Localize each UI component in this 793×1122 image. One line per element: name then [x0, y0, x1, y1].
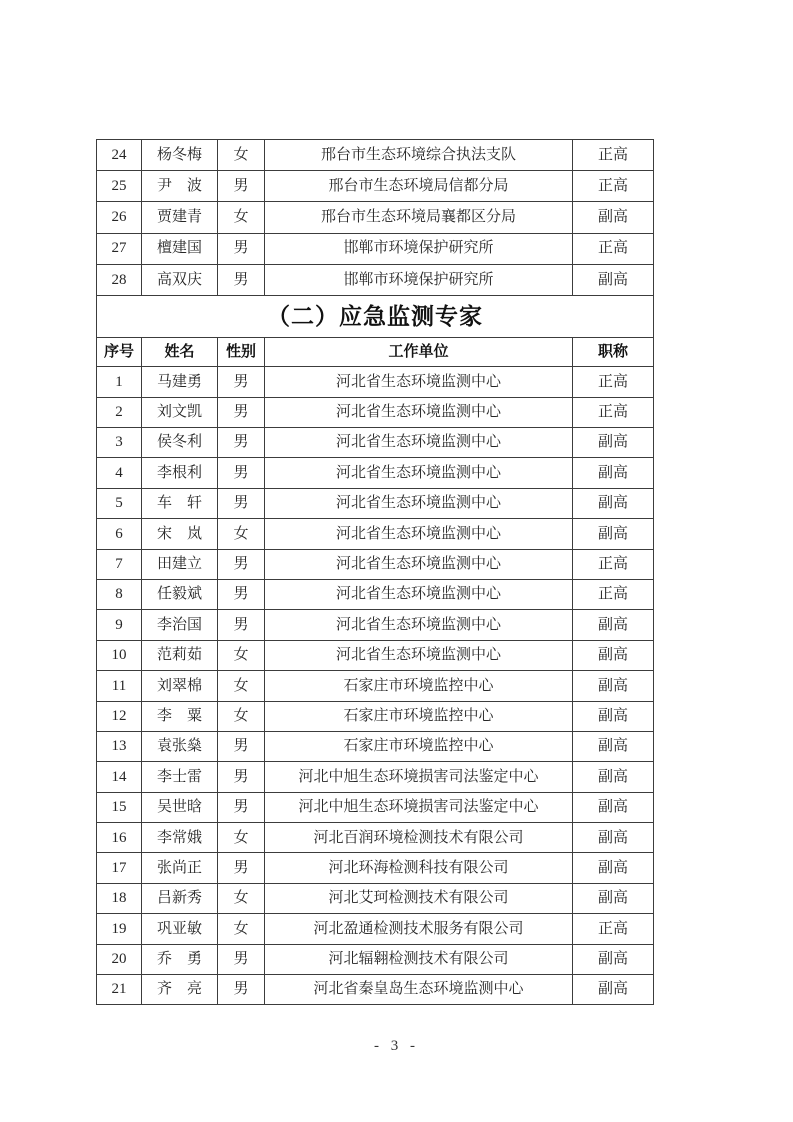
- cell-title: 副高: [573, 264, 654, 295]
- cell-no: 25: [97, 171, 142, 202]
- table-row: [97, 549, 654, 579]
- cell-name: 马建勇: [142, 367, 218, 397]
- cell-title: 正高: [573, 367, 654, 397]
- cell-name: 宋 岚: [142, 519, 218, 549]
- table-row: [97, 171, 654, 202]
- cell-no: 5: [97, 488, 142, 518]
- cell-gender: 男: [218, 458, 265, 488]
- cell-name: 张尚正: [142, 853, 218, 883]
- cell-gender: 男: [218, 853, 265, 883]
- cell-name: 田建立: [142, 549, 218, 579]
- cell-gender: 男: [218, 610, 265, 640]
- cell-no: 7: [97, 549, 142, 579]
- cell-title: 正高: [573, 579, 654, 609]
- cell-gender: 男: [218, 428, 265, 458]
- cell-title: 副高: [573, 640, 654, 670]
- cell-no: 12: [97, 701, 142, 731]
- cell-no: 10: [97, 640, 142, 670]
- cell-unit: 邢台市生态环境局信都分局: [265, 171, 573, 202]
- cell-unit: 河北省生态环境监测中心: [265, 579, 573, 609]
- cell-unit: 河北中旭生态环境损害司法鉴定中心: [265, 762, 573, 792]
- cell-unit: 河北百润环境检测技术有限公司: [265, 823, 573, 853]
- table-row: [97, 202, 654, 233]
- cell-no: 20: [97, 944, 142, 974]
- cell-gender: 男: [218, 579, 265, 609]
- cell-title: 副高: [573, 823, 654, 853]
- table-row: [97, 233, 654, 264]
- cell-title: 正高: [573, 233, 654, 264]
- cell-name: 齐 亮: [142, 975, 218, 1005]
- column-header-title: 职称: [573, 337, 654, 366]
- cell-no: 19: [97, 914, 142, 944]
- cell-gender: 女: [218, 914, 265, 944]
- cell-unit: 河北省生态环境监测中心: [265, 549, 573, 579]
- table-row: [97, 671, 654, 701]
- cell-unit: 邯郸市环境保护研究所: [265, 233, 573, 264]
- cell-no: 8: [97, 579, 142, 609]
- cell-unit: 河北环海检测科技有限公司: [265, 853, 573, 883]
- table-row: [97, 975, 654, 1005]
- cell-name: 袁张燊: [142, 731, 218, 761]
- cell-name: 吕新秀: [142, 883, 218, 913]
- cell-unit: 石家庄市环境监控中心: [265, 731, 573, 761]
- column-header-name: 姓名: [142, 337, 218, 366]
- cell-gender: 男: [218, 549, 265, 579]
- table-row: [97, 488, 654, 518]
- column-header-unit: 工作单位: [265, 337, 573, 366]
- cell-name: 李常娥: [142, 823, 218, 853]
- table-row: [97, 397, 654, 427]
- cell-no: 3: [97, 428, 142, 458]
- cell-title: 副高: [573, 610, 654, 640]
- cell-no: 27: [97, 233, 142, 264]
- table-row: [97, 519, 654, 549]
- cell-name: 乔 勇: [142, 944, 218, 974]
- cell-no: 6: [97, 519, 142, 549]
- cell-title: 副高: [573, 202, 654, 233]
- cell-gender: 男: [218, 264, 265, 295]
- table-row: [97, 731, 654, 761]
- cell-unit: 河北省生态环境监测中心: [265, 640, 573, 670]
- cell-title: 副高: [573, 671, 654, 701]
- cell-name: 侯冬利: [142, 428, 218, 458]
- cell-no: 1: [97, 367, 142, 397]
- cell-no: 16: [97, 823, 142, 853]
- cell-unit: 河北省秦皇岛生态环境监测中心: [265, 975, 573, 1005]
- cell-title: 副高: [573, 701, 654, 731]
- cell-unit: 河北省生态环境监测中心: [265, 519, 573, 549]
- cell-name: 刘文凯: [142, 397, 218, 427]
- cell-gender: 女: [218, 140, 265, 171]
- section-heading-row: [97, 295, 654, 337]
- cell-title: 正高: [573, 397, 654, 427]
- cell-gender: 男: [218, 397, 265, 427]
- cell-no: 15: [97, 792, 142, 822]
- cell-gender: 男: [218, 792, 265, 822]
- cell-name: 高双庆: [142, 264, 218, 295]
- table-row: [97, 823, 654, 853]
- table-row: [97, 792, 654, 822]
- cell-title: 正高: [573, 549, 654, 579]
- cell-gender: 女: [218, 519, 265, 549]
- cell-gender: 男: [218, 171, 265, 202]
- cell-unit: 河北艾珂检测技术有限公司: [265, 883, 573, 913]
- table-row: [97, 853, 654, 883]
- cell-no: 28: [97, 264, 142, 295]
- table-row: [97, 944, 654, 974]
- cell-no: 18: [97, 883, 142, 913]
- cell-gender: 男: [218, 762, 265, 792]
- cell-title: 副高: [573, 731, 654, 761]
- cell-name: 贾建青: [142, 202, 218, 233]
- cell-unit: 邢台市生态环境局襄都区分局: [265, 202, 573, 233]
- cell-name: 吴世晗: [142, 792, 218, 822]
- cell-name: 任毅斌: [142, 579, 218, 609]
- cell-name: 车 轩: [142, 488, 218, 518]
- cell-no: 26: [97, 202, 142, 233]
- table-header-row: [97, 337, 654, 366]
- cell-unit: 石家庄市环境监控中心: [265, 671, 573, 701]
- cell-gender: 女: [218, 823, 265, 853]
- cell-title: 副高: [573, 975, 654, 1005]
- cell-gender: 男: [218, 367, 265, 397]
- cell-title: 正高: [573, 140, 654, 171]
- cell-title: 副高: [573, 792, 654, 822]
- cell-gender: 女: [218, 883, 265, 913]
- cell-name: 范莉茹: [142, 640, 218, 670]
- table-row: [97, 640, 654, 670]
- cell-title: 正高: [573, 914, 654, 944]
- cell-name: 李治国: [142, 610, 218, 640]
- cell-name: 李 粟: [142, 701, 218, 731]
- section-heading: （二）应急监测专家: [97, 295, 654, 337]
- cell-title: 副高: [573, 428, 654, 458]
- cell-title: 正高: [573, 171, 654, 202]
- cell-unit: 河北中旭生态环境损害司法鉴定中心: [265, 792, 573, 822]
- cell-name: 尹 波: [142, 171, 218, 202]
- cell-no: 4: [97, 458, 142, 488]
- cell-gender: 女: [218, 671, 265, 701]
- cell-unit: 邯郸市环境保护研究所: [265, 264, 573, 295]
- cell-name: 檀建国: [142, 233, 218, 264]
- cell-name: 刘翠棉: [142, 671, 218, 701]
- column-header-gender: 性别: [218, 337, 265, 366]
- cell-no: 24: [97, 140, 142, 171]
- cell-name: 李根利: [142, 458, 218, 488]
- table-row: [97, 701, 654, 731]
- cell-unit: 河北省生态环境监测中心: [265, 367, 573, 397]
- cell-unit: 河北辐翱检测技术有限公司: [265, 944, 573, 974]
- cell-unit: 河北省生态环境监测中心: [265, 428, 573, 458]
- cell-gender: 女: [218, 701, 265, 731]
- cell-title: 副高: [573, 883, 654, 913]
- table-row: [97, 762, 654, 792]
- cell-unit: 河北省生态环境监测中心: [265, 488, 573, 518]
- cell-unit: 邢台市生态环境综合执法支队: [265, 140, 573, 171]
- cell-gender: 女: [218, 640, 265, 670]
- table-row: [97, 428, 654, 458]
- cell-no: 11: [97, 671, 142, 701]
- page-number: - 3 -: [374, 1038, 419, 1054]
- cell-no: 9: [97, 610, 142, 640]
- cell-gender: 女: [218, 202, 265, 233]
- cell-no: 2: [97, 397, 142, 427]
- cell-no: 13: [97, 731, 142, 761]
- cell-name: 李士雷: [142, 762, 218, 792]
- cell-gender: 男: [218, 975, 265, 1005]
- cell-title: 副高: [573, 944, 654, 974]
- cell-no: 14: [97, 762, 142, 792]
- cell-unit: 河北省生态环境监测中心: [265, 458, 573, 488]
- table-row: [97, 883, 654, 913]
- table-row: [97, 610, 654, 640]
- column-header-no: 序号: [97, 337, 142, 366]
- table-row: [97, 367, 654, 397]
- cell-title: 副高: [573, 519, 654, 549]
- cell-unit: 石家庄市环境监控中心: [265, 701, 573, 731]
- table-row: [97, 914, 654, 944]
- cell-gender: 男: [218, 233, 265, 264]
- cell-unit: 河北盈通检测技术服务有限公司: [265, 914, 573, 944]
- cell-unit: 河北省生态环境监测中心: [265, 610, 573, 640]
- cell-title: 副高: [573, 762, 654, 792]
- table-row: [97, 579, 654, 609]
- cell-title: 副高: [573, 853, 654, 883]
- cell-gender: 男: [218, 488, 265, 518]
- table-row: [97, 458, 654, 488]
- cell-gender: 男: [218, 731, 265, 761]
- table-row: [97, 264, 654, 295]
- cell-no: 21: [97, 975, 142, 1005]
- cell-no: 17: [97, 853, 142, 883]
- experts-table: [96, 139, 654, 1005]
- cell-unit: 河北省生态环境监测中心: [265, 397, 573, 427]
- cell-gender: 男: [218, 944, 265, 974]
- cell-name: 杨冬梅: [142, 140, 218, 171]
- table-row: [97, 140, 654, 171]
- cell-title: 副高: [573, 458, 654, 488]
- cell-name: 巩亚敏: [142, 914, 218, 944]
- cell-title: 副高: [573, 488, 654, 518]
